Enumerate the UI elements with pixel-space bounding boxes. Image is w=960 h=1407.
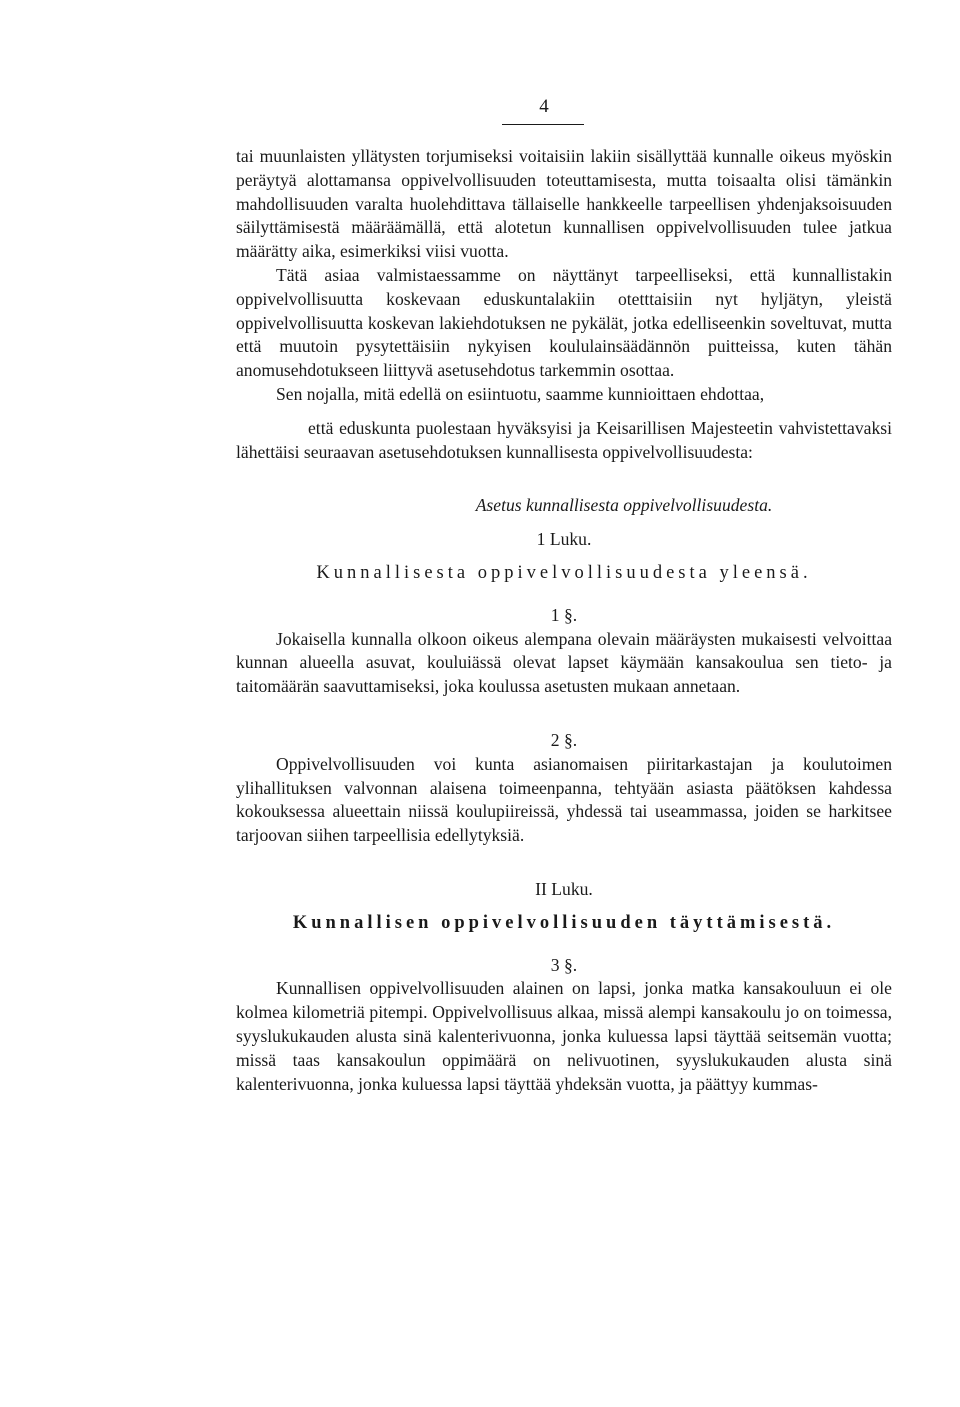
chapter-2-heading: Kunnallisen oppivelvollisuuden täyttämisestä. <box>292 912 836 933</box>
decree-title: Asetus kunnallisesta oppivelvollisuudesta. <box>475 495 773 516</box>
intro-paragraph-1: tai muunlaisten yllätysten torjumiseksi voitaisiin lakiin sisällyttää kunnalle oikeus myöskin peräytyä alottamansa oppivelvollisuuden toteuttamisesta, mutta toisaalta olisi tämänkin mahdollisuuden varalta huolehdittava tällaiselle hankkeelle tarpeellisen yhdenjaksoisuuden säilyttämisestä määräämällä, että alotetun kunnallisen oppivelvollisuuden tulee jatkua määrätty aika, esimerkiksi viisi vuotta. <box>236 146 892 262</box>
chapter-1-heading: Kunnallisesta oppivelvollisuudesta yleensä. <box>316 562 812 583</box>
text-column <box>236 145 892 1096</box>
section-1-number: 1 §. <box>550 604 578 625</box>
chapter-1-label: 1 Luku. <box>536 529 592 550</box>
section-1-text: Jokaisella kunnalla olkoon oikeus alempana olevain määräysten mukaisesti velvoittaa kunnan alueella asuvat, kouluiässä olevat lapset käymään kansakoulua sen tieto- ja taitomäärän saavuttamiseksi, joka koulussa asetusten mukaan annetaan. <box>236 628 892 697</box>
proposal-paragraph: että eduskunta puolestaan hyväksyisi ja Keisarillisen Majesteetin vahvistettavaksi lähettäisi seuraavan asetusehdotuksen kunnallisesta oppivelvollisuudesta: <box>236 417 892 462</box>
section-2-number: 2 §. <box>550 729 578 750</box>
header-rule <box>502 124 584 125</box>
page-number: 4 <box>539 96 549 117</box>
intro-paragraph-2: Tätä asiaa valmistaessamme on näyttänyt tarpeelliseksi, että kunnallistakin oppivelvollisuutta koskevaan eduskuntalakiin otetttaisiin nyt hyljätyn, yleistä oppivelvollisuutta koskevan lakiehdotuksen ne pykälät, jotka edelliseenkin soveltuvat, mutta että muutoin pysytettäisiin nykyisen koululainsäädännön puitteissa, kuten tähän anomusehdotukseen liittyvä asetusehdotus tarkemmin osottaa. <box>236 264 892 381</box>
section-3-text: Kunnallisen oppivelvollisuuden alainen on lapsi, jonka matka kansakouluun ei ole kolmea kilometriä pitempi. Oppivelvollisuus alkaa, missä alempi kansakoulu jo on toimessa, syyslukukauden alusta sinä kalenterivuonna, jonka kuluessa lapsi täyttää seitsemän vuotta; missä taas kansakoulun oppimäärä on nelivuotinen, syyslukukauden alusta sinä kalenterivuonna, jonka kuluessa lapsi täyttää yhdeksän vuotta, ja päättyy kummas- <box>236 978 892 1094</box>
section-2-text: Oppivelvollisuuden voi kunta asianomaisen piiritarkastajan ja koulutoimen ylihallituksen valvonnan alaisena toimeenpanna, tehtyään asiasta päätöksen kahdessa kokouksessa alueettain niissä koulupiireissä, yhdessä tai useammassa, joiden se harkitsee tarjoovan siihen tarpeellisia edellytyksiä. <box>236 753 892 846</box>
section-3-number: 3 §. <box>550 954 578 975</box>
chapter-2-label: II Luku. <box>535 878 593 899</box>
intro-paragraph-3: Sen nojalla, mitä edellä on esiintuotu, saamme kunnioittaen ehdottaa, <box>276 383 765 404</box>
